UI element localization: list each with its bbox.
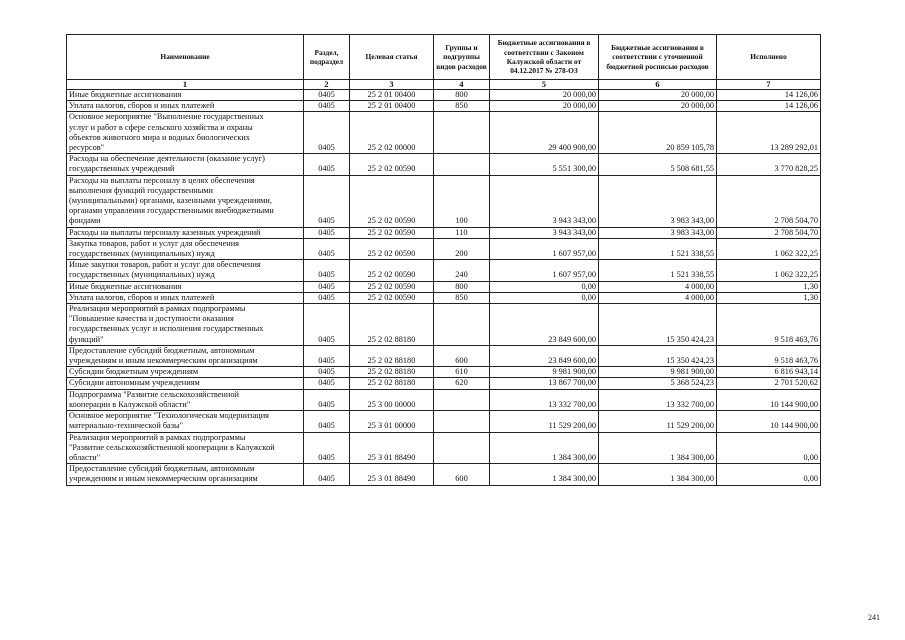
row-executed-amount: 9 518 463,76: [717, 345, 821, 366]
header-law: Бюджетные ассигнования в соответствии с Законом Калужской области от 04.12.2017 № 278-ОЗ: [490, 35, 599, 80]
row-refined-amount: 20 000,00: [599, 90, 717, 101]
row-law-amount: 1 607 957,00: [490, 238, 599, 259]
row-refined-amount: 3 983 343,00: [599, 175, 717, 227]
column-number: 4: [434, 80, 490, 90]
row-refined-amount: 1 521 338,55: [599, 260, 717, 281]
row-group: [434, 389, 490, 410]
row-name: Основное мероприятие "Выполнение государственных услуг и работ в сфере сельского хозяйства и охраны объектов животного мира и водных биологических ресурсов": [67, 112, 304, 154]
row-section: 0405: [304, 101, 350, 112]
table-row: [67, 101, 821, 112]
row-target: 25 2 02 00590: [350, 281, 434, 292]
row-executed-amount: 1,30: [717, 292, 821, 303]
row-section: 0405: [304, 90, 350, 101]
row-executed-amount: 14 126,06: [717, 101, 821, 112]
row-law-amount: 11 529 200,00: [490, 411, 599, 432]
row-name: Реализация мероприятий в рамках подпрограммы "Повышение качества и доступности оказания государственных услуг и исполнения государственных функций": [67, 304, 304, 346]
row-executed-amount: 1 062 322,25: [717, 238, 821, 259]
row-law-amount: 29 400 900,00: [490, 112, 599, 154]
row-target: 25 3 01 00000: [350, 411, 434, 432]
row-section: 0405: [304, 411, 350, 432]
row-name: Предоставление субсидий бюджетным, автономным учреждениям и иным некоммерческим организациям: [67, 345, 304, 366]
row-law-amount: 23 849 600,00: [490, 345, 599, 366]
table-row: [67, 112, 821, 154]
header-section: Раздел, подраздел: [304, 35, 350, 80]
row-executed-amount: 6 816 943,14: [717, 367, 821, 378]
row-section: 0405: [304, 260, 350, 281]
row-target: 25 2 02 00590: [350, 238, 434, 259]
row-executed-amount: 0,00: [717, 432, 821, 464]
row-executed-amount: 10 144 900,00: [717, 389, 821, 410]
row-executed-amount: 13 289 292,01: [717, 112, 821, 154]
row-name: Предоставление субсидий бюджетным, автономным учреждениям и иным некоммерческим организациям: [67, 464, 304, 485]
row-target: 25 2 02 00000: [350, 112, 434, 154]
row-group: 620: [434, 378, 490, 389]
row-refined-amount: 4 000,00: [599, 292, 717, 303]
row-executed-amount: 2 708 504,70: [717, 175, 821, 227]
table-row: [67, 292, 821, 303]
row-name: Подпрограмма "Развитие сельскохозяйственной кооперации в Калужской области": [67, 389, 304, 410]
row-executed-amount: 10 144 900,00: [717, 411, 821, 432]
row-target: 25 2 02 88180: [350, 304, 434, 346]
row-section: 0405: [304, 175, 350, 227]
row-law-amount: 1 607 957,00: [490, 260, 599, 281]
row-refined-amount: 9 981 900,00: [599, 367, 717, 378]
row-target: 25 2 02 00590: [350, 154, 434, 175]
row-group: 800: [434, 281, 490, 292]
row-group: [434, 432, 490, 464]
row-law-amount: 5 551 300,00: [490, 154, 599, 175]
row-section: 0405: [304, 281, 350, 292]
table-row: [67, 432, 821, 464]
table-row: [67, 238, 821, 259]
table-row: [67, 154, 821, 175]
column-number: 3: [350, 80, 434, 90]
row-executed-amount: 1 062 322,25: [717, 260, 821, 281]
row-name: Уплата налогов, сборов и иных платежей: [67, 101, 304, 112]
column-number: 2: [304, 80, 350, 90]
row-name: Реализация мероприятий в рамках подпрограммы "Развитие сельскохозяйственной кооперации в Калужской области": [67, 432, 304, 464]
row-law-amount: 9 981 900,00: [490, 367, 599, 378]
column-number: 6: [599, 80, 717, 90]
row-group: 100: [434, 175, 490, 227]
header-target: Целевая статья: [350, 35, 434, 80]
column-number-row: [67, 80, 821, 90]
row-section: 0405: [304, 238, 350, 259]
row-group: [434, 411, 490, 432]
column-number: 1: [67, 80, 304, 90]
row-refined-amount: 3 983 343,00: [599, 227, 717, 238]
row-refined-amount: 4 000,00: [599, 281, 717, 292]
budget-table-container: [66, 34, 821, 486]
row-law-amount: 3 943 343,00: [490, 227, 599, 238]
budget-table: [66, 34, 821, 486]
row-group: [434, 112, 490, 154]
row-target: 25 3 01 88490: [350, 432, 434, 464]
row-refined-amount: 5 508 681,55: [599, 154, 717, 175]
row-section: 0405: [304, 345, 350, 366]
row-executed-amount: 9 518 463,76: [717, 304, 821, 346]
header-refined: Бюджетные ассигнования в соответствии с уточненной бюджетной росписью расходов: [599, 35, 717, 80]
row-group: 600: [434, 464, 490, 485]
row-refined-amount: 15 350 424,23: [599, 304, 717, 346]
row-section: 0405: [304, 367, 350, 378]
row-name: Закупка товаров, работ и услуг для обеспечения государственных (муниципальных) нужд: [67, 238, 304, 259]
table-row: [67, 304, 821, 346]
row-refined-amount: 1 384 300,00: [599, 432, 717, 464]
column-number: 5: [490, 80, 599, 90]
row-group: 240: [434, 260, 490, 281]
row-name: Субсидии бюджетным учреждениям: [67, 367, 304, 378]
header-name: Наименование: [67, 35, 304, 80]
row-group: 850: [434, 292, 490, 303]
row-section: 0405: [304, 112, 350, 154]
table-row: [67, 378, 821, 389]
row-name: Расходы на выплаты персоналу в целях обеспечения выполнения функций государственными (муниципальными) органами, казенными учреждениями, органами управления государственными внебюджетными фондами: [67, 175, 304, 227]
row-refined-amount: 5 368 524,23: [599, 378, 717, 389]
row-target: 25 2 02 00590: [350, 260, 434, 281]
row-group: [434, 304, 490, 346]
table-row: [67, 90, 821, 101]
table-row: [67, 175, 821, 227]
table-row: [67, 464, 821, 485]
row-name: Иные бюджетные ассигнования: [67, 281, 304, 292]
header-executed: Исполнено: [717, 35, 821, 80]
row-executed-amount: 1,30: [717, 281, 821, 292]
row-section: 0405: [304, 378, 350, 389]
row-law-amount: 13 867 700,00: [490, 378, 599, 389]
row-name: Основное мероприятие "Технологическая модернизация материально-технической базы": [67, 411, 304, 432]
row-section: 0405: [304, 154, 350, 175]
page-number: 241: [868, 613, 880, 622]
row-target: 25 2 01 00400: [350, 90, 434, 101]
row-name: Субсидии автономным учреждениям: [67, 378, 304, 389]
table-row: [67, 367, 821, 378]
row-law-amount: 23 849 600,00: [490, 304, 599, 346]
row-section: 0405: [304, 432, 350, 464]
row-target: 25 2 02 88180: [350, 345, 434, 366]
row-refined-amount: 15 350 424,23: [599, 345, 717, 366]
row-target: 25 2 02 88180: [350, 367, 434, 378]
table-row: [67, 389, 821, 410]
row-refined-amount: 20 000,00: [599, 101, 717, 112]
column-number: 7: [717, 80, 821, 90]
row-law-amount: 0,00: [490, 281, 599, 292]
table-row: [67, 411, 821, 432]
table-row: [67, 281, 821, 292]
row-executed-amount: 2 708 504,70: [717, 227, 821, 238]
row-executed-amount: 2 701 520,62: [717, 378, 821, 389]
row-refined-amount: 11 529 200,00: [599, 411, 717, 432]
row-target: 25 2 02 00590: [350, 175, 434, 227]
row-group: 850: [434, 101, 490, 112]
row-law-amount: 1 384 300,00: [490, 432, 599, 464]
row-executed-amount: 14 126,06: [717, 90, 821, 101]
row-group: 110: [434, 227, 490, 238]
row-refined-amount: 20 859 105,78: [599, 112, 717, 154]
row-name: Расходы на выплаты персоналу казенных учреждений: [67, 227, 304, 238]
row-group: 600: [434, 345, 490, 366]
row-law-amount: 1 384 300,00: [490, 464, 599, 485]
row-group: 610: [434, 367, 490, 378]
row-law-amount: 0,00: [490, 292, 599, 303]
row-section: 0405: [304, 389, 350, 410]
row-section: 0405: [304, 227, 350, 238]
row-section: 0405: [304, 304, 350, 346]
row-name: Расходы на обеспечение деятельности (оказание услуг) государственных учреждений: [67, 154, 304, 175]
row-refined-amount: 13 332 700,00: [599, 389, 717, 410]
row-section: 0405: [304, 464, 350, 485]
row-refined-amount: 1 384 300,00: [599, 464, 717, 485]
row-name: Иные закупки товаров, работ и услуг для обеспечения государственных (муниципальных) нужд: [67, 260, 304, 281]
row-group: 800: [434, 90, 490, 101]
row-executed-amount: 0,00: [717, 464, 821, 485]
row-group: 200: [434, 238, 490, 259]
row-refined-amount: 1 521 338,55: [599, 238, 717, 259]
row-law-amount: 20 000,00: [490, 90, 599, 101]
row-name: Иные бюджетные ассигнования: [67, 90, 304, 101]
row-target: 25 3 00 00000: [350, 389, 434, 410]
row-target: 25 2 02 88180: [350, 378, 434, 389]
table-row: [67, 260, 821, 281]
row-executed-amount: 3 770 828,25: [717, 154, 821, 175]
row-target: 25 2 01 00400: [350, 101, 434, 112]
table-row: [67, 345, 821, 366]
row-target: 25 2 02 00590: [350, 292, 434, 303]
header-groups: Группы и подгруппы видов расходов: [434, 35, 490, 80]
row-section: 0405: [304, 292, 350, 303]
table-row: [67, 227, 821, 238]
row-target: 25 3 01 88490: [350, 464, 434, 485]
table-body: [67, 90, 821, 486]
row-law-amount: 3 943 343,00: [490, 175, 599, 227]
row-group: [434, 154, 490, 175]
row-name: Уплата налогов, сборов и иных платежей: [67, 292, 304, 303]
row-law-amount: 20 000,00: [490, 101, 599, 112]
row-law-amount: 13 332 700,00: [490, 389, 599, 410]
row-target: 25 2 02 00590: [350, 227, 434, 238]
